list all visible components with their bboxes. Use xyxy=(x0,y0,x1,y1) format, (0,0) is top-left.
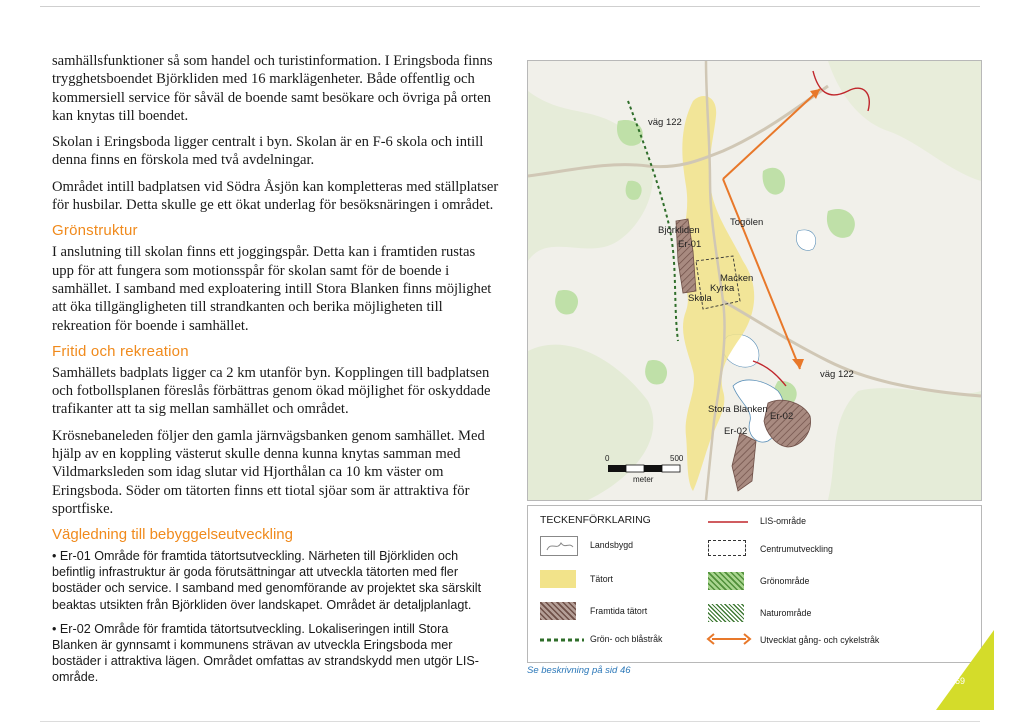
bottom-rule xyxy=(40,721,980,722)
reference-link[interactable]: Se beskrivning på sid 46 xyxy=(527,665,631,676)
label-er01: Er-01 xyxy=(678,239,702,250)
label-er02-south: Er-02 xyxy=(724,426,748,437)
gronbla-dots-icon xyxy=(540,636,584,644)
legend-gang: Utvecklat gång- och cykelstråk xyxy=(760,635,880,645)
label-vag-122-north: väg 122 xyxy=(648,117,682,128)
label-togolen: Togölen xyxy=(730,217,764,228)
label-bjorkliden: Björkliden xyxy=(658,225,700,236)
scale-bar-segment xyxy=(626,465,644,472)
legend-natur: Naturområde xyxy=(760,608,812,618)
page-number: 69 xyxy=(955,676,966,686)
scale-label-end: 500 xyxy=(670,454,684,463)
gronomrade-swatch xyxy=(708,572,744,590)
double-arrow-icon xyxy=(706,632,752,646)
legend-gronomrade: Grönområde xyxy=(760,576,810,586)
label-er02-east: Er-02 xyxy=(770,411,794,422)
scale-label-start: 0 xyxy=(605,454,610,463)
paragraph-4: I anslutning till skolan finns ett joggingspår. Detta kan i framtiden rustas upp för att fungera som motionsspår för skolan samt för de boende i samhället. I samband med exploatering intill Stora Blanken finns möjlighet att öka tillgängligheten till strandkanten och berika möjligheten till rekreation för boende i samhället. xyxy=(52,244,492,334)
paragraph-1: samhällsfunktioner så som handel och turistinformation. I Eringsboda finns trygghetsboendet Björkliden med 16 marklägenheter. Både offentlig och kommersiell service för såväl de boende samt besökare och övriga på orten kan knytas till boendet. xyxy=(52,53,493,124)
paragraph-3: Området intill badplatsen vid Södra Åsjön kan kompletteras med ställplatser för husbilar. Detta skulle ge ett ökat underlag för besöksnäringen i området. xyxy=(52,178,499,214)
legend-centrum: Centrumutveckling xyxy=(760,544,833,554)
guidance-item-er01: • Er-01 Område för framtida tätortsutveckling. Närheten till Björkliden och befintlig infrastruktur är goda förutsättningar att utveckla tätorten med fler bostäder och service. I samband med genomförande av projektet ska särskilt beaktas utsikten från Björkliden över landskapet. Området är detaljplanlagt. xyxy=(52,549,482,612)
legend-lis: LIS-område xyxy=(760,516,806,526)
scale-bar-segment xyxy=(644,465,662,472)
scale-unit: meter xyxy=(633,475,654,484)
heading-gronstruktur: Grönstruktur xyxy=(52,222,138,240)
forest-area xyxy=(828,388,981,500)
body-column xyxy=(52,52,500,526)
map-legend xyxy=(527,505,982,663)
landsbygd-swatch xyxy=(540,536,578,556)
green-area xyxy=(555,290,578,314)
guidance-item-er02: • Er-02 Område för framtida tätortsutveckling. Lokaliseringen intill Stora Blanken är gynnsamt i kommunens strävan av utveckla Eringsboda mer bostäder i attraktiva lägen. Området omfattas av strandskydd men utgör LIS-område. xyxy=(52,621,479,685)
scale-bar-segment xyxy=(662,465,680,472)
legend-title: TECKENFÖRKLARING xyxy=(540,514,651,526)
landsbygd-icon xyxy=(541,537,577,555)
guidance-list xyxy=(52,548,492,694)
paragraph-2: Skolan i Eringsboda ligger centralt i byn. Skolan är en F-6 skola och intill denna finns en förskola med två avdelningar. xyxy=(52,134,484,169)
label-macken: Macken xyxy=(720,273,754,284)
label-kyrka: Kyrka xyxy=(710,283,735,294)
framtida-swatch xyxy=(540,602,576,620)
top-rule xyxy=(40,6,980,7)
paragraph-6: Krösnebaneleden följer den gamla järnvägsbanken genom samhället. Med hjälp av en koppling västerut skulle denna kunna knytas samman med Vildmarksleden som idag slutar vid Hjorthålan ca 10 km väster om Eringsboda. Söder om tätorten finns ett tiotal sjöar som är attraktiva för sportfiske. xyxy=(52,427,485,517)
label-stora-blanken: Stora Blanken xyxy=(708,404,768,415)
legend-tatort: Tätort xyxy=(590,574,613,584)
legend-framtida: Framtida tätort xyxy=(590,606,648,616)
heading-fritid: Fritid och rekreation xyxy=(52,342,189,360)
corner-triangle xyxy=(936,630,994,710)
scale-bar-segment xyxy=(608,465,626,472)
map-graphic xyxy=(528,61,981,500)
label-vag-122-east: väg 122 xyxy=(820,369,854,380)
centrum-swatch xyxy=(708,540,746,556)
legend-gronbla: Grön- och blåstråk xyxy=(590,634,663,644)
paragraph-5: Samhällets badplats ligger ca 2 km utanför byn. Kopplingen till badplatsen och fotbollsplanen föreslås förbättras genom ökad möjlighet för oskyddade trafikanter att ta sig mellan samhället och området. xyxy=(52,364,491,418)
legend-landsbygd: Landsbygd xyxy=(590,540,634,550)
map xyxy=(527,60,982,501)
naturomrade-swatch xyxy=(708,604,744,622)
tatort-swatch xyxy=(540,570,576,588)
heading-vagledning: Vägledning till bebyggelseutveckling xyxy=(52,526,293,543)
label-skola: Skola xyxy=(688,293,712,304)
lis-line-icon xyxy=(708,520,748,524)
